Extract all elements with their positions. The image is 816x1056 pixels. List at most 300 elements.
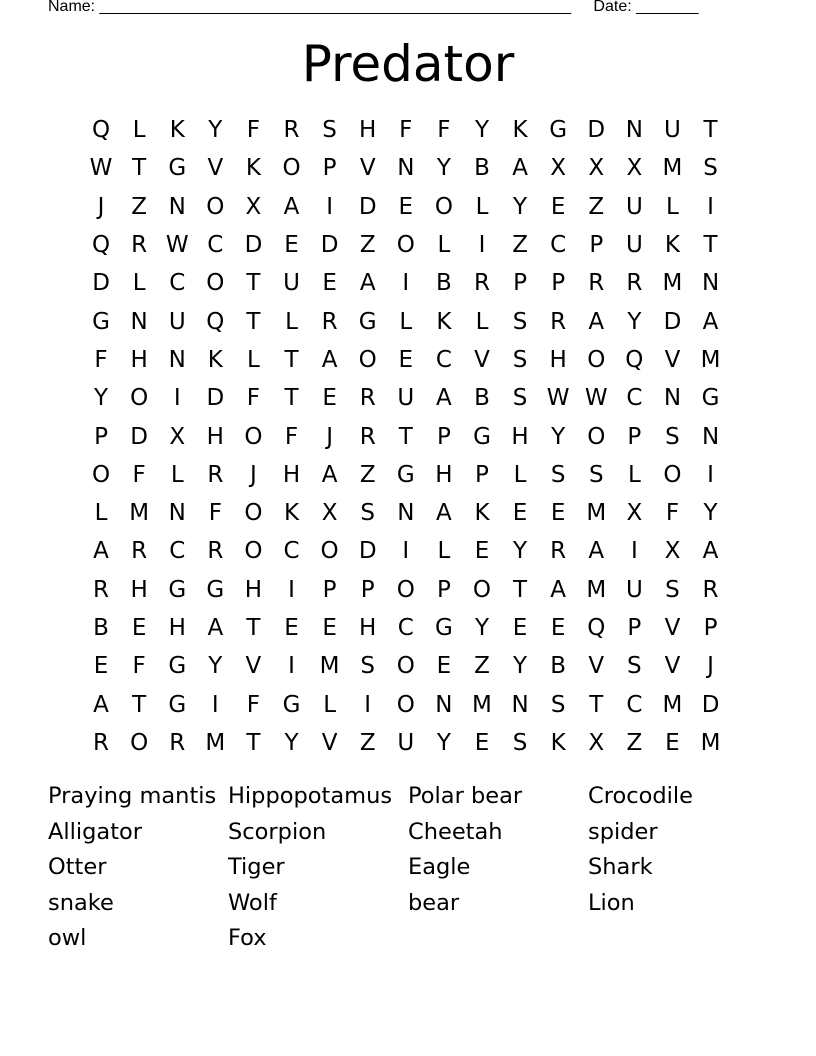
grid-letter: T bbox=[589, 691, 604, 718]
grid-letter: K bbox=[169, 117, 185, 144]
grid-letter: A bbox=[588, 308, 605, 335]
grid-letter: X bbox=[588, 729, 605, 756]
grid-letter: M bbox=[662, 270, 683, 297]
word-list-item: Tiger bbox=[228, 854, 285, 880]
grid-letter: Q bbox=[587, 615, 606, 641]
grid-letter: D bbox=[358, 538, 377, 565]
grid-letter: S bbox=[550, 461, 566, 488]
grid-letter: O bbox=[472, 576, 492, 603]
grid-letter: K bbox=[207, 346, 223, 373]
grid-letter: U bbox=[283, 270, 300, 297]
grid-letter: S bbox=[512, 346, 528, 373]
grid-letter: H bbox=[511, 423, 529, 450]
grid-letter: E bbox=[93, 653, 109, 680]
grid-letter: Y bbox=[703, 500, 718, 527]
grid-letter: H bbox=[359, 117, 377, 144]
grid-letter: R bbox=[359, 385, 376, 412]
grid-letter: Z bbox=[626, 729, 643, 756]
grid-letter: L bbox=[94, 500, 108, 527]
grid-letter: S bbox=[322, 117, 337, 144]
grid-letter: K bbox=[245, 155, 261, 182]
grid-letter: F bbox=[246, 691, 261, 718]
grid-letter: S bbox=[360, 500, 375, 527]
word-list-item: Eagle bbox=[408, 854, 471, 880]
grid-letter: R bbox=[131, 538, 148, 565]
word-list-item: Cheetah bbox=[408, 818, 503, 845]
grid-letter: A bbox=[512, 155, 528, 182]
grid-letter: R bbox=[207, 461, 224, 488]
grid-letter: M bbox=[586, 500, 607, 527]
grid-letter: R bbox=[702, 576, 719, 603]
grid-letter: T bbox=[246, 270, 261, 297]
grid-letter: H bbox=[549, 346, 567, 373]
grid-letter: E bbox=[512, 615, 528, 641]
grid-letter: Y bbox=[627, 308, 642, 335]
grid-letter: K bbox=[550, 729, 566, 756]
grid-letter: N bbox=[701, 423, 720, 450]
grid-letter: A bbox=[93, 691, 109, 718]
grid-letter: E bbox=[284, 232, 299, 259]
grid-letter: C bbox=[626, 691, 643, 718]
grid-letter: K bbox=[512, 117, 528, 144]
grid-letter: A bbox=[436, 500, 452, 527]
grid-letter: P bbox=[627, 423, 642, 450]
grid-letter: D bbox=[320, 232, 339, 259]
grid-letter: R bbox=[588, 270, 605, 297]
grid-letter: Y bbox=[208, 653, 223, 680]
grid-letter: E bbox=[131, 615, 147, 641]
grid-letter: G bbox=[434, 615, 453, 641]
grid-letter: Z bbox=[359, 729, 376, 756]
grid-letter: M bbox=[472, 691, 492, 718]
grid-letter: I bbox=[478, 232, 486, 259]
grid-letter: P bbox=[589, 232, 604, 259]
grid-letter: U bbox=[625, 193, 643, 220]
grid-letter: F bbox=[132, 461, 146, 488]
grid-letter: G bbox=[168, 155, 187, 182]
grid-letter: L bbox=[475, 308, 489, 335]
grid-letter: O bbox=[206, 193, 225, 220]
grid-letter: E bbox=[512, 500, 528, 527]
grid-letter: P bbox=[94, 423, 108, 450]
grid-letter: F bbox=[665, 500, 680, 527]
grid-letter: X bbox=[321, 500, 338, 527]
grid-letter: C bbox=[397, 615, 414, 641]
grid-letter: D bbox=[701, 691, 720, 718]
grid-letter: V bbox=[245, 653, 262, 680]
grid-letter: R bbox=[169, 729, 186, 756]
grid-letter: T bbox=[398, 423, 413, 450]
grid-letter: O bbox=[244, 423, 263, 450]
grid-letter: L bbox=[132, 117, 146, 144]
grid-letter: L bbox=[247, 346, 260, 373]
grid-letter: Y bbox=[94, 385, 109, 412]
grid-letter: Y bbox=[513, 193, 528, 220]
grid-letter: T bbox=[284, 385, 299, 412]
grid-letter: F bbox=[246, 385, 261, 412]
grid-letter: L bbox=[170, 461, 184, 488]
word-list-item: Hippopotamus bbox=[228, 783, 393, 809]
word-list-item: bear bbox=[408, 889, 460, 916]
grid-letter: L bbox=[513, 461, 527, 488]
grid-letter: S bbox=[550, 691, 566, 718]
grid-letter: Q bbox=[91, 117, 111, 144]
grid-letter: S bbox=[512, 729, 528, 756]
grid-letter: N bbox=[435, 691, 453, 718]
grid-letter: Y bbox=[551, 423, 566, 450]
grid-letter: O bbox=[282, 155, 301, 182]
word-list bbox=[48, 779, 768, 957]
grid-letter: X bbox=[588, 155, 605, 182]
grid-letter: H bbox=[168, 615, 186, 641]
grid-letter: S bbox=[588, 461, 604, 488]
word-list-item: Otter bbox=[48, 854, 107, 880]
grid-letter: Z bbox=[359, 461, 376, 488]
grid-letter: R bbox=[93, 576, 110, 603]
name-field: Name: _____________________________________________________ bbox=[48, 0, 572, 15]
grid-letter: O bbox=[130, 385, 149, 412]
grid-letter: I bbox=[288, 576, 295, 603]
grid-letter: P bbox=[360, 576, 375, 603]
grid-letter: J bbox=[707, 653, 714, 680]
grid-letter: G bbox=[701, 385, 720, 412]
grid-letter: N bbox=[168, 193, 186, 220]
grid-letter: O bbox=[587, 346, 606, 373]
grid-letter: D bbox=[244, 232, 263, 259]
grid-letter: O bbox=[663, 461, 682, 488]
grid-letter: B bbox=[93, 615, 109, 641]
grid-letter: U bbox=[397, 385, 415, 412]
grid-letter: F bbox=[132, 653, 146, 680]
grid-letter: X bbox=[626, 155, 643, 182]
grid-letter: E bbox=[550, 193, 566, 220]
word-list-item: Fox bbox=[228, 925, 267, 951]
grid-letter: A bbox=[321, 346, 338, 373]
grid-letter: T bbox=[246, 308, 261, 335]
grid-letter: P bbox=[703, 615, 718, 641]
grid-letter: G bbox=[549, 117, 568, 144]
grid-letter: E bbox=[398, 346, 414, 373]
grid-letter: L bbox=[627, 461, 641, 488]
grid-letter: T bbox=[132, 691, 147, 718]
word-list-item: spider bbox=[588, 818, 658, 845]
grid-letter: L bbox=[285, 308, 298, 335]
grid-letter: T bbox=[513, 576, 528, 603]
grid-letter: N bbox=[663, 385, 682, 412]
grid-letter: O bbox=[244, 538, 263, 565]
grid-letter: S bbox=[512, 385, 528, 412]
grid-letter: B bbox=[550, 653, 567, 680]
grid-letter: W bbox=[546, 385, 570, 412]
grid-letter: A bbox=[550, 576, 567, 603]
grid-letter: S bbox=[703, 155, 718, 182]
grid-letter: T bbox=[703, 117, 718, 144]
grid-letter: X bbox=[245, 193, 262, 220]
grid-letter: N bbox=[511, 691, 529, 718]
grid-letter: D bbox=[92, 270, 110, 297]
grid-letter: F bbox=[284, 423, 299, 450]
grid-letter: G bbox=[282, 691, 301, 718]
grid-letter: A bbox=[588, 538, 605, 565]
word-list-item: Crocodile bbox=[588, 783, 693, 809]
date-field: Date: _______ bbox=[593, 0, 699, 15]
grid-letter: N bbox=[168, 500, 186, 527]
grid-letter: W bbox=[584, 385, 608, 412]
grid-letter: P bbox=[322, 576, 337, 603]
grid-letter: G bbox=[168, 691, 187, 718]
grid-letter: D bbox=[130, 423, 148, 450]
word-list-item: Wolf bbox=[228, 889, 277, 916]
grid-letter: M bbox=[662, 691, 683, 718]
grid-letter: Y bbox=[474, 117, 490, 144]
grid-letter: X bbox=[664, 538, 681, 565]
grid-letter: R bbox=[550, 538, 567, 565]
grid-letter: P bbox=[627, 615, 642, 641]
grid-letter: O bbox=[244, 500, 263, 527]
grid-letter: H bbox=[244, 576, 263, 603]
grid-letter: Z bbox=[512, 232, 528, 259]
grid-letter: O bbox=[206, 270, 225, 297]
grid-letter: D bbox=[358, 193, 377, 220]
grid-letter: I bbox=[707, 461, 714, 488]
grid-letter: M bbox=[319, 653, 340, 680]
grid-letter: E bbox=[474, 729, 490, 756]
grid-letter: E bbox=[322, 385, 337, 412]
grid-letter: G bbox=[168, 576, 187, 603]
grid-letter: P bbox=[322, 155, 337, 182]
grid-letter: C bbox=[435, 346, 452, 373]
grid-letter: M bbox=[205, 729, 226, 756]
grid-letter: H bbox=[130, 576, 148, 603]
grid-letter: R bbox=[321, 308, 338, 335]
grid-letter: A bbox=[359, 270, 376, 297]
word-list-item: Shark bbox=[588, 854, 653, 880]
grid-letter: J bbox=[97, 193, 105, 220]
grid-letter: O bbox=[358, 346, 377, 373]
grid-letter: G bbox=[206, 576, 225, 603]
grid-letter: T bbox=[246, 615, 261, 641]
grid-letter: E bbox=[322, 270, 337, 297]
grid-letter: N bbox=[397, 155, 415, 182]
grid-letter: Z bbox=[359, 232, 376, 259]
grid-letter: Y bbox=[208, 117, 223, 144]
grid-letter: A bbox=[207, 615, 224, 641]
grid-letter: U bbox=[625, 232, 643, 259]
grid-letter: K bbox=[436, 308, 452, 335]
grid-letter: Y bbox=[474, 615, 490, 641]
grid-letter: K bbox=[283, 500, 300, 527]
word-list-item: owl bbox=[48, 925, 87, 951]
grid-letter: E bbox=[665, 729, 680, 756]
grid-letter: O bbox=[91, 461, 111, 488]
grid-letter: A bbox=[436, 385, 452, 412]
grid-letter: I bbox=[707, 193, 714, 220]
letter-grid bbox=[82, 111, 730, 762]
grid-letter: R bbox=[93, 729, 110, 756]
grid-letter: R bbox=[359, 423, 376, 450]
grid-letter: Z bbox=[474, 653, 490, 680]
grid-letter: A bbox=[702, 308, 719, 335]
grid-letter: M bbox=[700, 729, 721, 756]
grid-letter: C bbox=[550, 232, 567, 259]
grid-letter: P bbox=[513, 270, 528, 297]
grid-letter: L bbox=[323, 691, 337, 718]
grid-letter: F bbox=[437, 117, 451, 144]
grid-letter: T bbox=[246, 729, 261, 756]
grid-letter: E bbox=[322, 615, 337, 641]
grid-letter: A bbox=[283, 193, 300, 220]
grid-letter: O bbox=[396, 232, 415, 259]
grid-letter: A bbox=[321, 461, 338, 488]
grid-letter: R bbox=[626, 270, 643, 297]
grid-letter: V bbox=[359, 155, 376, 182]
grid-letter: F bbox=[399, 117, 413, 144]
grid-letter: V bbox=[664, 346, 681, 373]
grid-letter: J bbox=[250, 461, 257, 488]
grid-letter: R bbox=[207, 538, 224, 565]
grid-letter: P bbox=[436, 423, 451, 450]
grid-letter: O bbox=[434, 193, 453, 220]
grid-letter: S bbox=[627, 653, 642, 680]
grid-letter: D bbox=[206, 385, 225, 412]
grid-letter: I bbox=[173, 385, 181, 412]
grid-letter: N bbox=[625, 117, 643, 144]
grid-letter: W bbox=[165, 232, 189, 259]
grid-letter: L bbox=[437, 538, 451, 565]
grid-letter: R bbox=[283, 117, 300, 144]
grid-letter: Y bbox=[513, 538, 528, 565]
grid-letter: O bbox=[396, 576, 415, 603]
grid-letter: L bbox=[132, 270, 146, 297]
grid-letter: E bbox=[550, 500, 566, 527]
grid-letter: C bbox=[207, 232, 224, 259]
word-list-item: Lion bbox=[588, 889, 635, 916]
grid-letter: L bbox=[475, 193, 489, 220]
grid-letter: K bbox=[474, 500, 490, 527]
grid-letter: G bbox=[396, 461, 415, 488]
grid-letter: G bbox=[168, 653, 187, 680]
grid-letter: O bbox=[587, 423, 606, 450]
grid-letter: Q bbox=[625, 346, 644, 373]
word-list-item: snake bbox=[48, 889, 114, 916]
grid-letter: L bbox=[666, 193, 679, 220]
grid-letter: I bbox=[288, 653, 295, 680]
grid-letter: M bbox=[662, 155, 683, 182]
grid-letter: E bbox=[436, 653, 452, 680]
grid-letter: R bbox=[550, 308, 567, 335]
grid-letter: U bbox=[664, 117, 681, 144]
grid-letter: D bbox=[587, 117, 606, 144]
grid-letter: U bbox=[168, 308, 186, 335]
grid-letter: T bbox=[132, 155, 147, 182]
grid-letter: H bbox=[435, 461, 453, 488]
grid-letter: Q bbox=[91, 232, 111, 259]
grid-letter: N bbox=[701, 270, 720, 297]
grid-letter: V bbox=[474, 346, 490, 373]
grid-letter: O bbox=[130, 729, 149, 756]
grid-letter: X bbox=[626, 500, 643, 527]
grid-letter: B bbox=[474, 155, 490, 182]
grid-letter: Y bbox=[513, 653, 528, 680]
grid-letter: X bbox=[550, 155, 567, 182]
grid-letter: U bbox=[397, 729, 415, 756]
grid-letter: T bbox=[703, 232, 718, 259]
grid-letter: O bbox=[396, 653, 415, 680]
grid-letter: P bbox=[551, 270, 566, 297]
grid-letter: V bbox=[321, 729, 338, 756]
grid-letter: H bbox=[130, 346, 148, 373]
grid-letter: X bbox=[169, 423, 186, 450]
grid-letter: R bbox=[131, 232, 148, 259]
grid-letter: I bbox=[364, 691, 372, 718]
grid-letter: O bbox=[396, 691, 415, 718]
header-fields bbox=[48, 0, 698, 16]
grid-letter: C bbox=[626, 385, 643, 412]
grid-letter: E bbox=[474, 538, 490, 565]
grid-letter: C bbox=[169, 538, 186, 565]
grid-letter: M bbox=[129, 500, 150, 527]
page-title: Predator bbox=[301, 35, 515, 93]
grid-letter: H bbox=[359, 615, 377, 641]
grid-letter: N bbox=[168, 346, 186, 373]
grid-letter: M bbox=[586, 576, 607, 603]
grid-letter: D bbox=[663, 308, 682, 335]
grid-letter: V bbox=[588, 653, 605, 680]
grid-letter: W bbox=[89, 155, 113, 182]
grid-letter: Y bbox=[284, 729, 299, 756]
grid-letter: B bbox=[436, 270, 452, 297]
grid-letter: G bbox=[358, 308, 377, 335]
word-list-item: Polar bear bbox=[408, 783, 523, 809]
grid-letter: A bbox=[702, 538, 719, 565]
grid-letter: Y bbox=[436, 155, 451, 182]
grid-letter: I bbox=[326, 193, 333, 220]
grid-letter: I bbox=[630, 538, 638, 565]
grid-letter: E bbox=[284, 615, 299, 641]
grid-letter: U bbox=[625, 576, 643, 603]
word-list-item: Scorpion bbox=[228, 818, 327, 845]
grid-letter: S bbox=[512, 308, 528, 335]
grid-letter: S bbox=[360, 653, 375, 680]
grid-letter: V bbox=[664, 615, 681, 641]
grid-letter: E bbox=[398, 193, 414, 220]
grid-letter: T bbox=[284, 346, 299, 373]
grid-letter: P bbox=[475, 461, 489, 488]
grid-letter: N bbox=[397, 500, 415, 527]
word-list-item: Alligator bbox=[48, 818, 143, 845]
grid-letter: Z bbox=[131, 193, 148, 220]
grid-letter: I bbox=[402, 538, 410, 565]
grid-letter: G bbox=[92, 308, 110, 335]
grid-letter: O bbox=[320, 538, 339, 565]
grid-letter: M bbox=[700, 346, 721, 373]
grid-letter: S bbox=[665, 576, 680, 603]
grid-letter: F bbox=[246, 117, 261, 144]
grid-letter: I bbox=[211, 691, 219, 718]
grid-letter: I bbox=[402, 270, 410, 297]
grid-letter: J bbox=[326, 423, 333, 450]
grid-letter: H bbox=[282, 461, 301, 488]
grid-letter: Y bbox=[436, 729, 451, 756]
grid-letter: L bbox=[437, 232, 451, 259]
grid-letter: L bbox=[399, 308, 413, 335]
grid-letter: N bbox=[130, 308, 148, 335]
grid-letter: H bbox=[206, 423, 224, 450]
grid-letter: E bbox=[550, 615, 566, 641]
grid-letter: B bbox=[474, 385, 490, 412]
grid-letter: Q bbox=[206, 308, 225, 335]
grid-letter: C bbox=[169, 270, 186, 297]
